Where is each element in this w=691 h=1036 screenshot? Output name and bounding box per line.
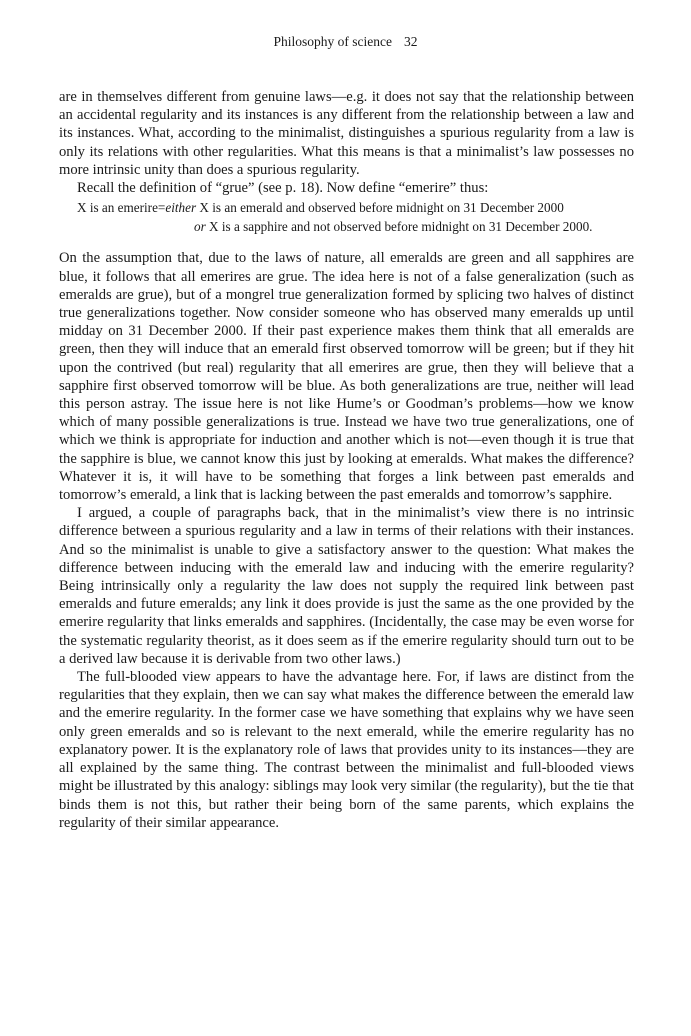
definition-either: either [165,200,197,216]
page-body [59,88,634,832]
paragraph-1: are in themselves different from genuine laws—e.g. it does not say that the relationship between an accidental regularity and its instances is any different from the relationship between a law and its instances. What, according to the minimalist, distinguishes a spurious regularity from a law is only its relations with other regularities. What this means is that a minimalist’s law possesses no more intrinsic unity than does a spurious regularity. [59,89,634,178]
definition-line-1 [77,199,634,218]
definition-or: or [194,218,206,234]
running-header [0,34,691,50]
definition-term: X is an emerire= [77,200,166,216]
paragraph-2: Recall the definition of “grue” (see p. 18). Now define “emerire” thus: [77,180,489,197]
definition-line-2 [77,218,634,237]
emerire-definition [77,199,634,236]
definition-either-clause: X is an emerald and observed before midnight on 31 December 2000 [196,200,564,216]
definition-or-clause: X is a sapphire and not observed before midnight on 31 December 2000. [205,218,593,234]
paragraph-4: I argued, a couple of paragraphs back, that in the minimalist’s view there is no intrinsic difference between a spurious regularity and a law in terms of their relations with their instances. And so the minimalist is unable to give a satisfactory answer to the question: What makes the difference between inducing with the emerald law and inducing with the emerire regularity? Being intrinsically only a regularity the law does not supply the required link between past emeralds and future emeralds; any link it does provide is just the same as the one provided by the emerire regularity that links emeralds and sapphires. (Incidentally, the case may be even worse for the systematic regularity theorist, as it does seem as if the emerire regularity should turn out to be a derived law because it is derivable from two other laws.) [59,505,634,667]
paragraph-3: On the assumption that, due to the laws of nature, all emeralds are green and all sapphires are blue, it follows that all emerires are grue. The idea here is not of a false generalization (such as emeralds are grue), but of a mongrel true generalization formed by splicing two halves of distinct true generalizations together. Now consider someone who has observed many emeralds up until midday on 31 December 2000. If their past experience makes them think that all emeralds are green, then they will induce that an emerald first observed tomorrow will be green; but if they hit upon the contrived (but real) regularity that all emerires are grue, then they will believe that a sapphire first observed tomorrow will be blue. As both generalizations are true, neither will lead this person astray. The issue here is not like Hume’s or Goodman’s problems—how we know which of many possible generalizations is true. Instead we have two true generalizations, one of which we think is appropriate for induction and another which is not—even though it is true that the sapphire is blue, we cannot know this just by looking at emeralds. What makes the difference? Whatever it is, it will have to be something that forges a link between past emeralds and tomorrow’s emerald, a link that is lacking between the past emeralds and tomorrow’s sapphire. [59,250,634,504]
paragraph-5: The full-blooded view appears to have the advantage here. For, if laws are distinct from the regularities that they explain, then we can say what makes the difference between the emerald law and the emerire regularity. In the former case we have something that explains why we have seen only green emeralds and so is relevant to the next emerald, while the emerire regularity has no explanatory power. It is the explanatory role of laws that provides unity to its instances—they are all explained by the same thing. The contrast between the minimalist and full-blooded views might be illustrated by this analogy: siblings may look very similar (the regularity), but the tie that binds them is not this, but rather their being born of the same parents, which explains the regularity of their similar appearance. [59,669,634,831]
running-title: Philosophy of science [273,34,392,49]
page-number: 32 [403,34,418,49]
